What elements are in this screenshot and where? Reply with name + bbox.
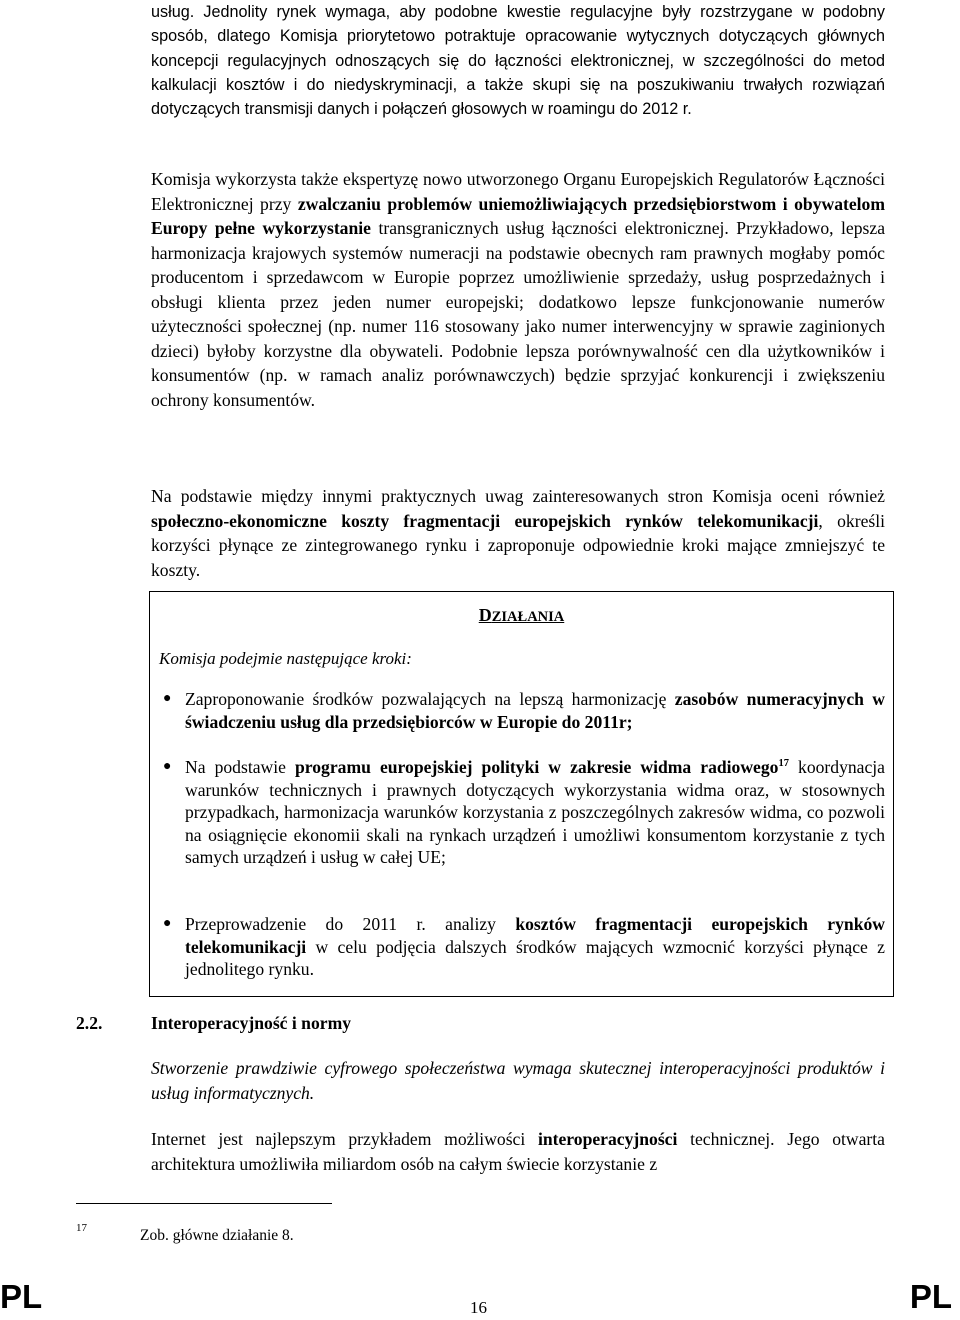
section-number: 2.2. [76,1013,103,1033]
footnote-reference[interactable]: 17 [778,758,789,769]
paragraph-berec [151,167,885,412]
paragraph-interoperability-intro [151,1056,885,1105]
footnote-separator [76,1203,332,1204]
bullet-icon: ● [163,759,172,774]
section-title: Interoperacyjność i normy [151,1013,352,1033]
paragraph-roaming [151,0,885,121]
footer-language-right: PL [909,1278,952,1315]
bullet-icon: ● [163,691,172,706]
paragraph-fragmentation-costs [151,484,885,582]
actions-heading: DZIAŁANIA [478,605,565,625]
list-item-text: Zaproponowanie środków pozwalających na lepszą harmonizację zasobów numeracyjnych w świadczeniu usług dla przedsiębiorców w Europie do 2011r; [185,689,885,732]
actions-box [149,591,894,997]
list-item-text: Przeprowadzenie do 2011 r. analizy kosztów fragmentacji europejskich rynków telekomunikacji w celu podjęcia dalszych środków mających wzmocnić korzyści płynące z jednolitego rynku. [185,914,885,979]
footnote-number: 17 [76,1222,87,1234]
paragraph-internet [151,1127,885,1176]
footer-language-left: PL [0,1278,43,1315]
page-number: 16 [470,1298,487,1317]
bullet-icon: ● [163,916,172,931]
list-item-text: Na podstawie programu europejskiej polityki w zakresie widma radiowego$^{17}$ koordynacja warunków technicznych i prawnych dotyczących wykorzystania widma oraz, w stosownych przypadkach, harmonizacja warunków korzystania z poszczególnych zakresów widma, co pozwoli na osiągnięcie ekonomii skali na rynkach urządzeń i umożliwi konsumentom korzystanie z tych samych urządzeń i usług w całej UE; [185,757,885,867]
paragraph-text: Na podstawie między innymi praktycznych uwag zainteresowanych stron Komisja oceni również społeczno-ekonomiczne koszty fragmentacji europejskich rynków telekomunikacji, określi korzyści płynące ze zintegrowanego rynku i zaproponuje odpowiednie kroki mające zmniejszyć te koszty. [151,486,885,580]
actions-intro: Komisja podejmie następujące kroki: [159,649,412,668]
paragraph-text: Stworzenie prawdziwie cyfrowego społeczeństwa wymaga skutecznej interoperacyjności produktów i usług informatycznych. [151,1058,885,1103]
paragraph-text: usług. Jednolity rynek wymaga, aby podobne kwestie regulacyjne były rozstrzygane w podobny sposób, dlatego Komisja priorytetowo potraktuje opracowanie wytycznych dotyczących głównych koncepcji regulacyjnych odnoszących się do łączności elektronicznej, w szczególności do metod kalkulacji kosztów i do niedyskryminacji, a także skupi się na poszukiwaniu trwałych rozwiązań dotyczących transmisji danych i połączeń głosowych w roamingu do 2012 r. [151,3,885,119]
paragraph-text: Komisja wykorzysta także ekspertyzę nowo utworzonego Organu Europejskich Regulatorów Łączności Elektronicznej przy zwalczaniu problemów uniemożliwiających przedsiębiorstwom i obywatelom Europy pełne wykorzystanie transgranicznych usług łączności elektronicznej. Przykładowo, lepsza harmonizacja krajowych systemów numeracji na podstawie obecnych ram prawnych mogłaby pomóc producentom i sprzedawcom w Europie poprzez umożliwienie sprzedaży, usług posprzedażnych i obsługi klienta przez jeden numer europejski; dodatkowo lepsze funkcjonowanie numerów użyteczności społecznej (np. numer 116 stosowany jako numer interwencyjny w sprawie zaginionych dzieci) byłoby korzystne dla obywateli. Podobnie lepsza porównywalność cen dla użytkowników i konsumentów (np. w ramach analiz porównawczych) będzie sprzyjać konkurencji i zwiększeniu ochrony konsumentów. [151,169,886,410]
paragraph-text: Internet jest najlepszym przykładem możliwości interoperacyjności technicznej. Jego otwarta architektura umożliwiła miliardom osób na całym świecie korzystanie z [151,1129,885,1174]
footnote-text: Zob. główne działanie 8. [140,1227,294,1244]
